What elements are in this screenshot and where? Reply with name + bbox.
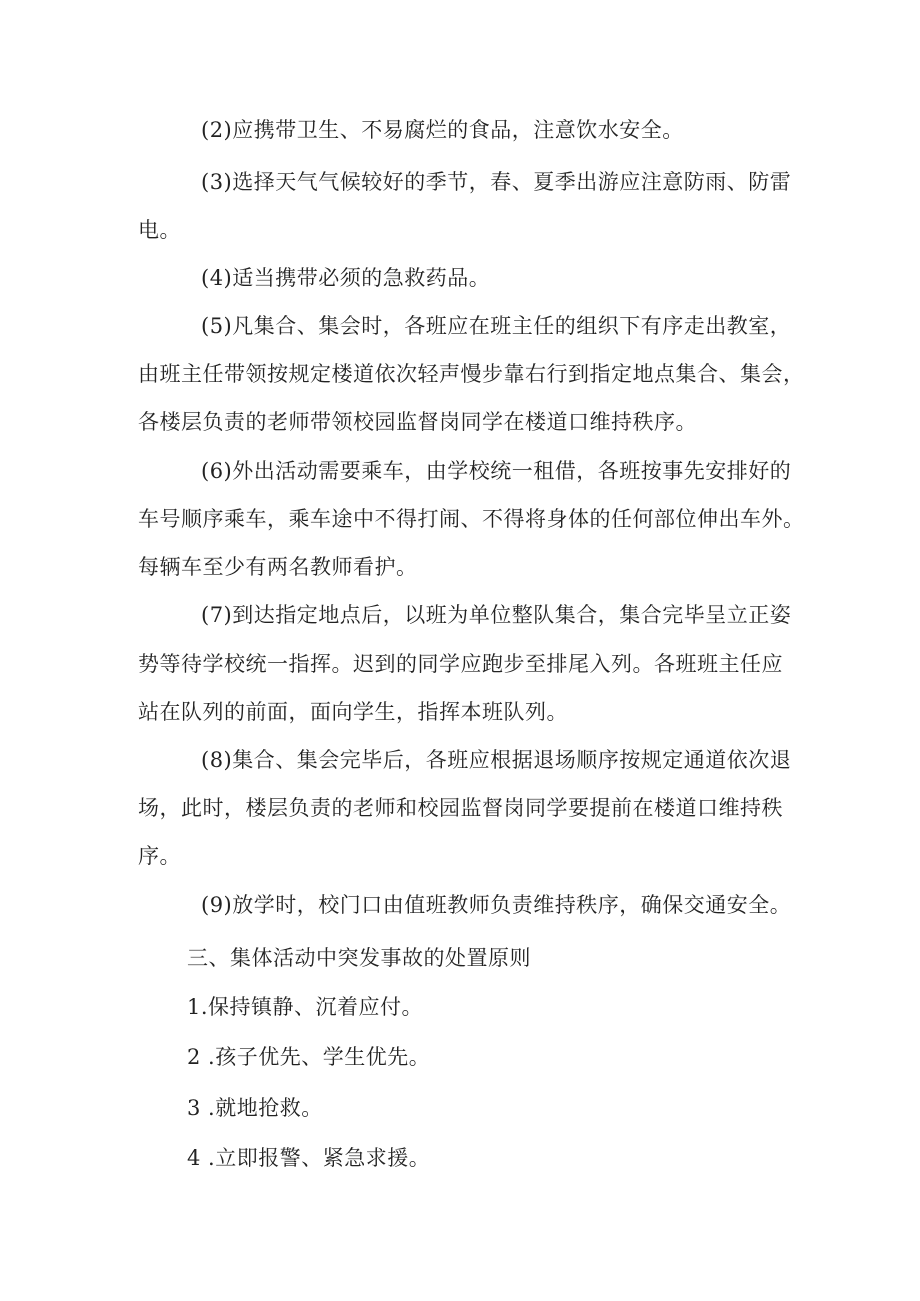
item-5-line-3: 各楼层负责的老师带领校园监督岗同学在楼道口维持秩序。 (138, 410, 697, 434)
item-6-line-2: 车号顺序乘车，乘车途中不得打闹、不得将身体的任何部位伸出车外。 (138, 507, 805, 531)
item-3-line-2: 电。 (138, 218, 181, 242)
principle-item: 3 .就地抢救。 (187, 1096, 323, 1120)
section-3-heading: 三、集体活动中突发事故的处置原则 (187, 946, 531, 970)
item-9-line-1: (9)放学时，校门口由值班教师负责维持秩序，确保交通安全。 (201, 893, 792, 917)
item-2-line-1: (2)应携带卫生、不易腐烂的食品，注意饮水安全。 (201, 118, 684, 142)
item-5-line-1: (5)凡集合、集会时，各班应在班主任的组织下有序走出教室， (201, 314, 792, 338)
item-8-line-1: (8)集合、集会完毕后，各班应根据退场顺序按规定通道依次退 (201, 748, 792, 772)
item-6-line-3: 每辆车至少有两名教师看护。 (138, 555, 418, 579)
item-7-line-2: 势等待学校统一指挥。迟到的同学应跑步至排尾入列。各班班主任应 (138, 652, 783, 676)
item-4-line-1: (4)适当携带必须的急救药品。 (201, 266, 491, 290)
item-8-line-3: 序。 (138, 844, 181, 868)
item-3-line-1: (3)选择天气气候较好的季节，春、夏季出游应注意防雨、防雷 (201, 170, 792, 194)
item-7-line-3: 站在队列的前面，面向学生，指挥本班队列。 (138, 700, 568, 724)
item-8-line-2: 场，此时，楼层负责的老师和校园监督岗同学要提前在楼道口维持秩 (138, 796, 783, 820)
item-5-line-2: 由班主任带领按规定楼道依次轻声慢步靠右行到指定地点集合、集会， (138, 362, 805, 386)
principle-item: 2 .孩子优先、学生优先。 (187, 1045, 431, 1069)
principle-item: 4 .立即报警、紧急求援。 (187, 1146, 431, 1170)
item-7-line-1: (7)到达指定地点后，以班为单位整队集合，集合完毕呈立正姿 (201, 603, 792, 627)
principle-item: 1.保持镇静、沉着应付。 (187, 995, 424, 1019)
item-6-line-1: (6)外出活动需要乘车，由学校统一租借，各班按事先安排好的 (201, 459, 792, 483)
